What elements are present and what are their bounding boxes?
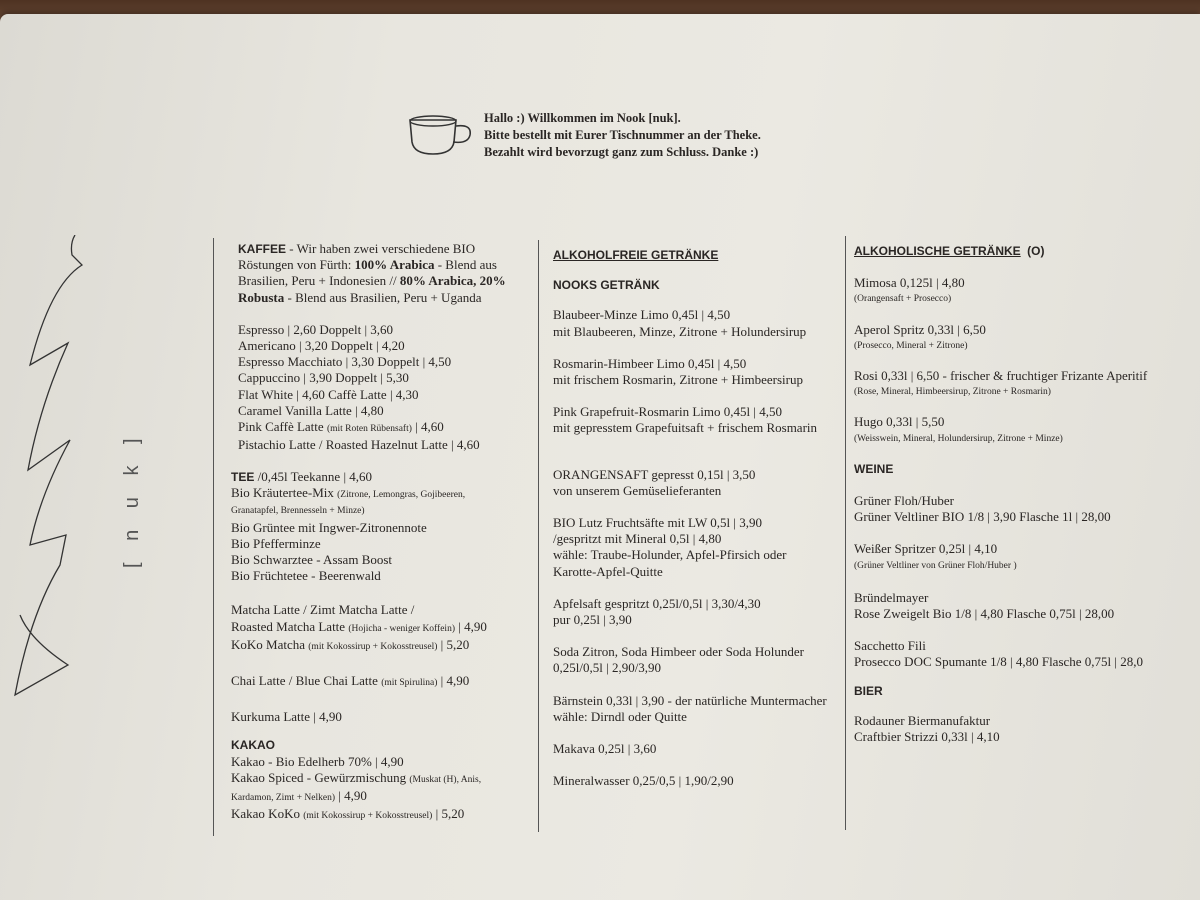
menu-item-note: Kardamon, Zimt + Nelken) bbox=[231, 793, 336, 804]
kaffee-intro: Röstungen von Fürth: bbox=[238, 257, 355, 273]
menu-item-price: | 4,60 bbox=[411, 419, 444, 435]
greeting-line: Bezahlt wird bevorzugt ganz zum Schluss. Danke :) bbox=[484, 145, 759, 159]
menu-item: Mimosa 0,125l | 4,80 bbox=[854, 275, 965, 291]
menu-item: Weißer Spritzer 0,25l | 4,10 bbox=[854, 541, 998, 557]
menu-item: Flat White | 4,60 Caffè Latte | 4,30 bbox=[238, 386, 419, 402]
menu-item-note: (Hojicha - weniger Koffein) bbox=[348, 623, 455, 634]
column-divider bbox=[845, 236, 846, 830]
section-title-kaffee: KAFFEE bbox=[238, 242, 286, 256]
menu-item: Sacchetto Fili bbox=[854, 638, 926, 654]
menu-item-note: (mit Roten Rübensaft) bbox=[326, 424, 412, 435]
section-title-alkoholfrei: ALKOHOLFREIE GETRÄNKE bbox=[553, 248, 719, 262]
menu-item-price: | 4,90 bbox=[335, 788, 367, 804]
menu-item: Espresso | 2,60 Doppelt | 3,60 bbox=[238, 321, 394, 337]
menu-item-note: (Grüner Veltliner von Grüner Floh/Huber ) bbox=[854, 560, 1017, 571]
menu-item: Bärnstein 0,33l | 3,90 - der natürliche Muntermacher bbox=[553, 692, 827, 708]
brand-subtitle bbox=[121, 418, 151, 568]
kaffee-intro: - Blend aus bbox=[434, 257, 497, 273]
column-alcoholic bbox=[854, 243, 1147, 745]
menu-item: BIO Lutz Fruchtsäfte mit LW 0,5l | 3,90 bbox=[553, 515, 763, 531]
menu-item: Grüner Floh/Huber bbox=[854, 493, 955, 509]
menu-item: Craftbier Strizzi 0,33l | 4,10 bbox=[854, 729, 1000, 745]
menu-item-note: (mit Kokossirup + Kokosstreusel) bbox=[308, 641, 438, 652]
menu-item: Pistachio Latte / Roasted Hazelnut Latte | 4,60 bbox=[238, 437, 480, 453]
menu-item-price: | 5,20 bbox=[437, 636, 470, 652]
menu-item-desc: wähle: Traube-Holunder, Apfel-Pfirsich oder bbox=[553, 547, 787, 563]
menu-item: Rosmarin-Himbeer Limo 0,45l | 4,50 bbox=[553, 355, 747, 371]
brand-subtitle-text: [ n u k ] bbox=[121, 430, 143, 568]
section-title-tee: TEE bbox=[231, 470, 255, 484]
menu-item: Kakao - Bio Edelherb 70% | 4,90 bbox=[231, 753, 404, 769]
column-hot-drinks-2 bbox=[231, 469, 487, 824]
menu-item: Bio Früchtetee - Beerenwald bbox=[231, 568, 381, 584]
menu-item: ORANGENSAFT gepresst 0,15l | 3,50 bbox=[553, 466, 756, 482]
menu-item-note: (Zitrone, Lemongras, Gojibeeren, bbox=[337, 490, 466, 501]
menu-item-price: | 5,20 bbox=[432, 806, 465, 822]
menu-item-note: (Rose, Mineral, Himbeersirup, Zitrone + Rosmarin) bbox=[854, 387, 1051, 398]
menu-item-desc: wähle: Dirndl oder Quitte bbox=[553, 708, 687, 724]
menu-item: Grüner Veltliner BIO 1/8 | 3,90 Flasche 1l | 28,00 bbox=[854, 509, 1111, 525]
menu-item-price: | 4,90 bbox=[455, 618, 487, 634]
column-non-alcoholic bbox=[553, 247, 827, 789]
greeting-line: Bitte bestellt mit Eurer Tischnummer an der Theke. bbox=[484, 128, 761, 142]
kaffee-intro-bold: 80% Arabica, 20% bbox=[399, 273, 506, 289]
menu-item: Blaubeer-Minze Limo 0,45l | 4,50 bbox=[553, 307, 731, 323]
menu-item: Bio Pfefferminze bbox=[231, 535, 321, 551]
menu-item-note: (Orangensaft + Prosecco) bbox=[854, 294, 952, 305]
menu-item: Prosecco DOC Spumante 1/8 | 4,80 Flasche 0,75l | 28,0 bbox=[854, 654, 1144, 670]
greeting-text bbox=[484, 110, 761, 161]
tee-price: /0,45l Teekanne | 4,60 bbox=[254, 469, 373, 484]
coffee-cup-icon bbox=[406, 112, 476, 158]
menu-item-desc: mit Blaubeeren, Minze, Zitrone + Holundersirup bbox=[553, 323, 807, 339]
menu-item: Kakao Spiced - Gewürzmischung bbox=[231, 769, 410, 785]
menu-item: /gespritzt mit Mineral 0,5l | 4,80 bbox=[553, 531, 722, 547]
menu-item-desc: mit gepresstem Grapefuitsaft + frischem Rosmarin bbox=[553, 420, 818, 436]
kaffee-intro: - Blend aus Brasilien, Peru + Uganda bbox=[284, 289, 482, 305]
greeting-line: Hallo :) Willkommen im Nook [nuk]. bbox=[484, 111, 681, 125]
menu-item: Apfelsaft gespritzt 0,25l/0,5l | 3,30/4,30 bbox=[553, 595, 761, 611]
menu-item: Bio Schwarztee - Assam Boost bbox=[231, 552, 393, 568]
menu-item: Bründelmayer bbox=[854, 589, 929, 605]
menu-item-note: (Weisswein, Mineral, Holundersirup, Zitrone + Minze) bbox=[854, 433, 1063, 444]
menu-item: Bio Kräutertee-Mix bbox=[231, 485, 338, 501]
menu-item-note: (mit Kokossirup + Kokosstreusel) bbox=[303, 811, 433, 822]
subsection-title-nooks: NOOKS GETRÄNK bbox=[553, 278, 660, 293]
section-title-kakao: KAKAO bbox=[231, 738, 275, 753]
menu-item: pur 0,25l | 3,90 bbox=[553, 612, 632, 628]
menu-item-desc: von unserem Gemüselieferanten bbox=[553, 482, 722, 498]
menu-item: Roasted Matcha Latte bbox=[231, 618, 349, 634]
menu-item-note: (Muskat (H), Anis, bbox=[409, 774, 482, 785]
section-title-weine: WEINE bbox=[854, 461, 894, 476]
section-title-alkoholisch: ALKOHOLISCHE GETRÄNKE bbox=[854, 244, 1021, 258]
menu-item-price: | 4,90 bbox=[437, 673, 470, 689]
column-hot-drinks bbox=[238, 241, 506, 453]
menu-item: Cappuccino | 3,90 Doppelt | 5,30 bbox=[238, 370, 409, 386]
menu-item: Rodauner Biermanufaktur bbox=[854, 712, 991, 728]
menu-item: Hugo 0,33l | 5,50 bbox=[854, 414, 945, 430]
menu-item-desc: mit frischem Rosmarin, Zitrone + Himbeersirup bbox=[553, 372, 803, 388]
menu-item: Soda Zitron, Soda Himbeer oder Soda Holunder bbox=[553, 644, 804, 660]
menu-item: 0,25l/0,5l | 2,90/3,90 bbox=[553, 660, 662, 676]
menu-item: Mineralwasser 0,25/0,5 | 1,90/2,90 bbox=[553, 773, 734, 789]
menu-item: Espresso Macchiato | 3,30 Doppelt | 4,50 bbox=[238, 354, 452, 370]
menu-item: Americano | 3,20 Doppelt | 4,20 bbox=[238, 338, 405, 354]
column-divider bbox=[213, 238, 214, 836]
menu-item: Rose Zweigelt Bio 1/8 | 4,80 Flasche 0,75l | 28,00 bbox=[854, 606, 1115, 622]
section-title-bier: BIER bbox=[854, 683, 883, 698]
menu-item: Caramel Vanilla Latte | 4,80 bbox=[238, 402, 384, 418]
menu-item-desc: Karotte-Apfel-Quitte bbox=[553, 563, 663, 579]
menu-item-note: (mit Spirulina) bbox=[381, 678, 438, 689]
kaffee-intro: Brasilien, Peru + Indonesien // bbox=[238, 273, 400, 289]
menu-item: Rosi 0,33l | 6,50 - frischer & fruchtiger Frizante Aperitif bbox=[854, 368, 1148, 384]
section-marker: (O) bbox=[1027, 244, 1045, 258]
menu-item-note: (Prosecco, Mineral + Zitrone) bbox=[854, 340, 968, 351]
menu-item: Pink Caffè Latte bbox=[238, 419, 327, 435]
menu-item: Aperol Spritz 0,33l | 6,50 bbox=[854, 321, 986, 337]
column-divider bbox=[538, 240, 539, 832]
kaffee-intro: - Wir haben zwei verschiedene BIO bbox=[286, 241, 476, 256]
menu-item: Kurkuma Latte | 4,90 bbox=[231, 709, 342, 725]
menu-item: Chai Latte / Blue Chai Latte bbox=[231, 673, 382, 689]
menu-item: Makava 0,25l | 3,60 bbox=[553, 741, 657, 757]
kaffee-intro-bold: Robusta bbox=[238, 289, 285, 305]
nook-logo bbox=[10, 235, 85, 705]
menu-item: Pink Grapefruit-Rosmarin Limo 0,45l | 4,50 bbox=[553, 404, 782, 420]
menu-item: Matcha Latte / Zimt Matcha Latte / bbox=[231, 602, 415, 618]
menu-item: Bio Grüntee mit Ingwer-Zitronennote bbox=[231, 519, 427, 535]
menu-item: Kakao KoKo bbox=[231, 806, 304, 822]
kaffee-intro-bold: 100% Arabica bbox=[354, 257, 435, 273]
menu-item: KoKo Matcha bbox=[231, 636, 309, 652]
menu-item-note: Granatapfel, Brennesseln + Minze) bbox=[231, 506, 365, 517]
